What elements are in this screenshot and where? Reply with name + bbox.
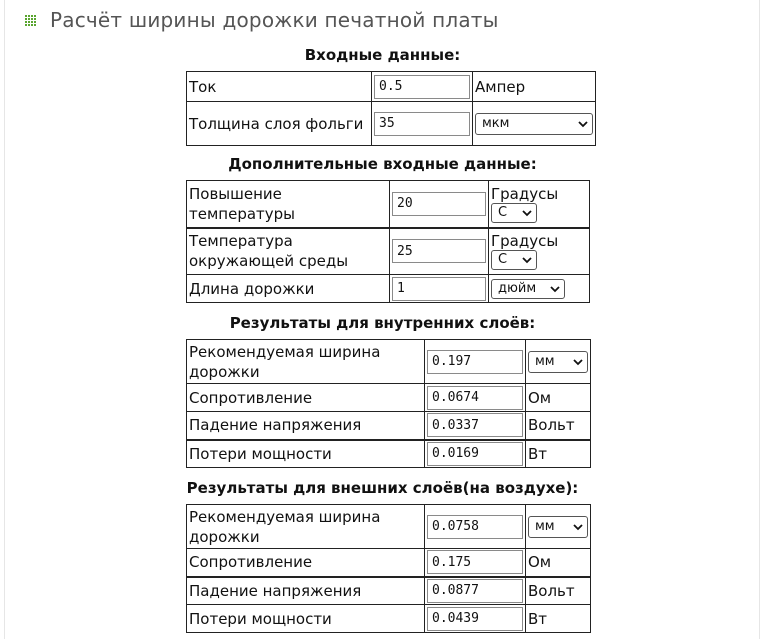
chevron-down-icon [522, 255, 532, 265]
chevron-down-icon [522, 208, 532, 218]
current-row [187, 72, 596, 102]
internal-resistance-label: Сопротивление [187, 384, 425, 412]
current-label: Ток [187, 72, 372, 102]
external-resistance-output [427, 550, 523, 574]
external-voltage-unit: Вольт [526, 577, 591, 605]
external-resistance-label: Сопротивление [187, 549, 425, 577]
current-input[interactable] [374, 75, 470, 99]
thickness-unit-value: мкм [482, 115, 510, 131]
external-width-unit-value: мм [535, 518, 555, 534]
ambient-unit-value: C [498, 252, 508, 268]
page-title: Расчёт ширины дорожки печатной платы [50, 8, 499, 32]
external-heading: Результаты для внешних слоёв(на воздухе): [186, 479, 579, 497]
temp-rise-row [187, 181, 590, 228]
ambient-unit: Градусы [491, 232, 559, 251]
external-power-label: Потери мощности [187, 605, 425, 633]
internal-width-label: Рекомендуемая ширина дорожки [187, 340, 425, 384]
external-power-row [187, 605, 591, 633]
internal-voltage-output [427, 413, 523, 437]
internal-width-unit-select[interactable] [528, 351, 588, 373]
thickness-label: Толщина слоя фольги [187, 102, 372, 146]
internal-voltage-unit: Вольт [526, 412, 591, 440]
external-width-label: Рекомендуемая ширина дорожки [187, 505, 425, 549]
external-voltage-label: Падение напряжения [187, 577, 425, 605]
external-resistance-unit: Ом [526, 549, 591, 577]
temp-rise-unit-value: C [498, 204, 508, 220]
extra-heading: Дополнительные входные данные: [228, 155, 537, 173]
chevron-down-icon [550, 284, 560, 294]
internal-resistance-unit: Ом [526, 384, 591, 412]
length-row [187, 275, 590, 303]
ambient-unit-select[interactable] [491, 250, 537, 270]
external-width-row [187, 505, 591, 549]
title-row [25, 6, 499, 34]
external-width-unit-select[interactable] [528, 516, 588, 538]
length-unit-select[interactable] [491, 279, 565, 299]
chevron-down-icon [578, 119, 588, 129]
internal-power-unit: Вт [526, 440, 591, 468]
chevron-down-icon [573, 357, 583, 367]
internal-resistance-row [187, 384, 591, 412]
external-results-table [186, 504, 591, 633]
internal-power-output [427, 442, 523, 466]
internal-resistance-output [427, 386, 523, 410]
ambient-input[interactable] [392, 239, 486, 263]
external-power-output [427, 607, 523, 631]
internal-width-unit-value: мм [535, 353, 555, 369]
internal-power-row [187, 440, 591, 468]
internal-voltage-label: Падение напряжения [187, 412, 425, 440]
internal-width-row [187, 340, 591, 384]
ambient-row [187, 228, 590, 275]
external-power-unit: Вт [526, 605, 591, 633]
temp-rise-input[interactable] [392, 192, 486, 216]
thickness-input[interactable] [374, 112, 470, 136]
chevron-down-icon [573, 522, 583, 532]
internal-power-label: Потери мощности [187, 440, 425, 468]
length-input[interactable] [392, 277, 486, 301]
internal-width-output [427, 350, 523, 374]
input-heading: Входные данные: [304, 46, 461, 64]
internal-voltage-row [187, 412, 591, 440]
current-unit: Ампер [473, 72, 596, 102]
internal-results-table [186, 339, 591, 468]
temp-rise-label: Повышение температуры [187, 181, 390, 228]
external-voltage-row [187, 577, 591, 605]
thickness-unit-select[interactable] [475, 113, 593, 135]
length-unit-value: дюйм [498, 280, 537, 296]
external-resistance-row [187, 549, 591, 577]
temp-rise-unit: Градусы [491, 184, 559, 203]
input-table [186, 71, 596, 146]
grid-bullet-icon [25, 15, 38, 26]
temp-rise-unit-select[interactable] [491, 203, 537, 223]
external-width-output [427, 515, 523, 539]
internal-heading: Результаты для внутренних слоёв: [229, 314, 536, 332]
external-voltage-output [427, 579, 523, 603]
ambient-label: Температура окружающей среды [187, 228, 390, 275]
extra-table [186, 180, 590, 303]
thickness-row [187, 102, 596, 146]
length-label: Длина дорожки [187, 275, 390, 303]
